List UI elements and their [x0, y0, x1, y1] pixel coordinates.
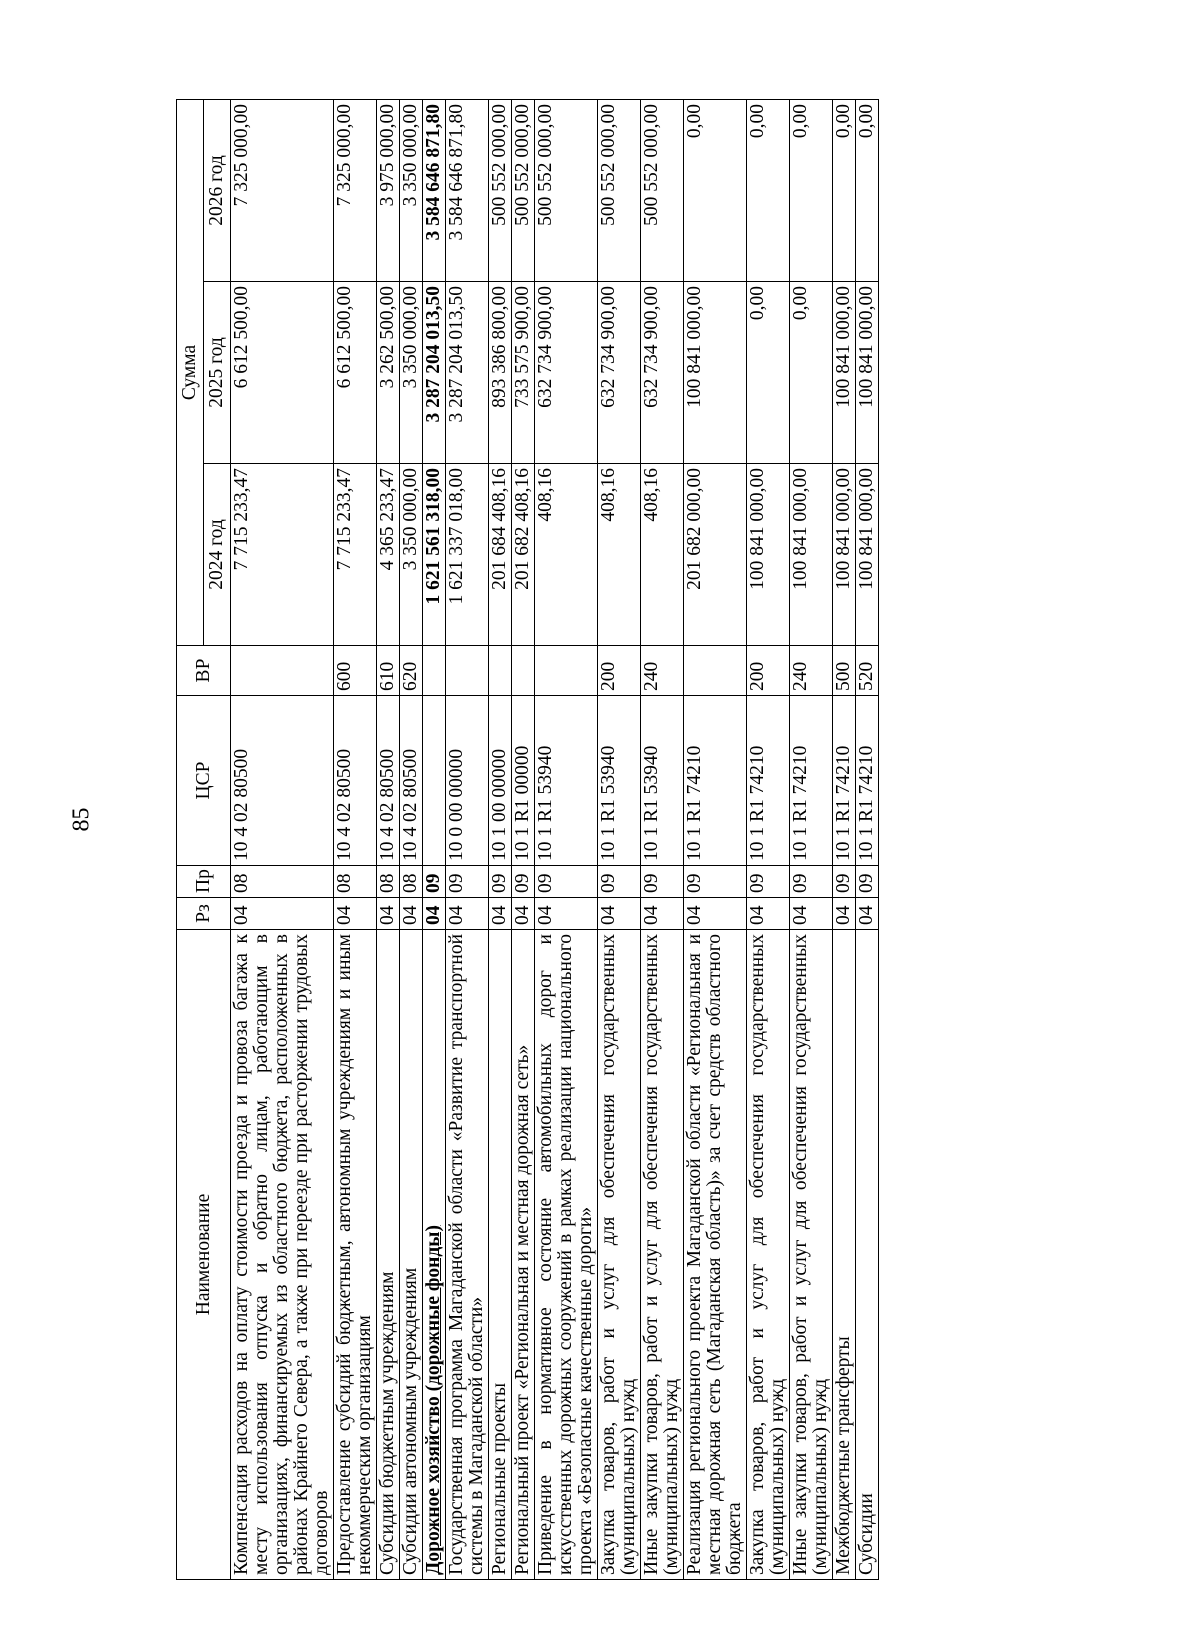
- cell-vr: [231, 646, 334, 696]
- cell-y2026: 3 350 000,00: [400, 100, 423, 282]
- cell-csr: 10 4 02 80500: [377, 696, 400, 866]
- cell-rz: 04: [833, 898, 856, 930]
- cell-y2024: 408,16: [535, 464, 598, 646]
- cell-y2026: 500 552 000,00: [598, 100, 641, 282]
- cell-y2025: 733 575 900,00: [512, 282, 535, 464]
- cell-csr: 10 1 R1 53940: [535, 696, 598, 866]
- cell-y2025: 6 612 500,00: [334, 282, 377, 464]
- cell-name: Региональные проекты: [489, 930, 512, 1580]
- table-body: [231, 100, 879, 1580]
- cell-vr: [446, 646, 489, 696]
- cell-vr: [423, 646, 446, 696]
- cell-y2025: 100 841 000,00: [856, 282, 879, 464]
- table-row: [833, 100, 856, 1580]
- cell-y2024: 100 841 000,00: [833, 464, 856, 646]
- cell-pr: 09: [856, 866, 879, 898]
- table-row: [684, 100, 747, 1580]
- cell-rz: 04: [334, 898, 377, 930]
- cell-csr: 10 1 R1 74210: [856, 696, 879, 866]
- table-row: [512, 100, 535, 1580]
- rotated-table-container: [176, 100, 1176, 1580]
- cell-csr: 10 1 R1 74210: [747, 696, 790, 866]
- cell-y2024: 3 350 000,00: [400, 464, 423, 646]
- table-row: [747, 100, 790, 1580]
- cell-y2026: 500 552 000,00: [535, 100, 598, 282]
- page-number: 85: [68, 807, 95, 832]
- header-csr: ЦСР: [177, 696, 231, 866]
- cell-rz: 04: [747, 898, 790, 930]
- cell-name: Предоставление субсидий бюджетным, автономным учреждениям и иным некоммерческим организациям: [334, 930, 377, 1580]
- header-rz: Рз: [177, 898, 231, 930]
- header-pr: Пр: [177, 866, 231, 898]
- cell-rz: 04: [423, 898, 446, 930]
- cell-rz: 04: [377, 898, 400, 930]
- header-2026: 2026 год: [204, 100, 231, 282]
- cell-pr: 09: [684, 866, 747, 898]
- cell-y2024: 100 841 000,00: [790, 464, 833, 646]
- cell-y2026: 500 552 000,00: [489, 100, 512, 282]
- cell-pr: 08: [400, 866, 423, 898]
- cell-csr: 10 1 R1 74210: [833, 696, 856, 866]
- cell-y2024: 201 682 408,16: [512, 464, 535, 646]
- cell-csr: 10 1 00 00000: [489, 696, 512, 866]
- cell-y2024: 100 841 000,00: [856, 464, 879, 646]
- cell-y2026: 0,00: [856, 100, 879, 282]
- cell-rz: 04: [489, 898, 512, 930]
- cell-y2024: 1 621 561 318,00: [423, 464, 446, 646]
- cell-y2025: 632 734 900,00: [535, 282, 598, 464]
- cell-y2026: 7 325 000,00: [334, 100, 377, 282]
- cell-rz: 04: [446, 898, 489, 930]
- table-row: [641, 100, 684, 1580]
- cell-y2026: 0,00: [790, 100, 833, 282]
- cell-pr: 09: [446, 866, 489, 898]
- cell-csr: 10 0 00 00000: [446, 696, 489, 866]
- cell-rz: 04: [598, 898, 641, 930]
- cell-y2025: 893 386 800,00: [489, 282, 512, 464]
- cell-pr: 09: [489, 866, 512, 898]
- cell-pr: 09: [512, 866, 535, 898]
- cell-csr: 10 4 02 80500: [400, 696, 423, 866]
- cell-y2025: 0,00: [790, 282, 833, 464]
- cell-pr: 08: [231, 866, 334, 898]
- table-row: [489, 100, 512, 1580]
- cell-vr: [489, 646, 512, 696]
- cell-vr: 610: [377, 646, 400, 696]
- cell-vr: [512, 646, 535, 696]
- cell-y2024: 201 684 408,16: [489, 464, 512, 646]
- cell-csr: 10 4 02 80500: [231, 696, 334, 866]
- cell-y2026: 3 975 000,00: [377, 100, 400, 282]
- cell-pr: 09: [535, 866, 598, 898]
- cell-name: Государственная программа Магаданской области «Развитие транспортной системы в Магаданской области»: [446, 930, 489, 1580]
- cell-csr: 10 1 R1 00000: [512, 696, 535, 866]
- cell-pr: 09: [833, 866, 856, 898]
- cell-y2024: 4 365 233,47: [377, 464, 400, 646]
- cell-vr: 240: [641, 646, 684, 696]
- header-vr: ВР: [177, 646, 231, 696]
- cell-vr: 500: [833, 646, 856, 696]
- budget-table: [176, 99, 879, 1580]
- cell-y2025: 632 734 900,00: [598, 282, 641, 464]
- cell-name: Иные закупки товаров, работ и услуг для обеспечения государственных (муниципальных) нужд: [641, 930, 684, 1580]
- cell-y2025: 3 262 500,00: [377, 282, 400, 464]
- cell-csr: 10 1 R1 74210: [790, 696, 833, 866]
- cell-y2024: 408,16: [598, 464, 641, 646]
- table-row: [446, 100, 489, 1580]
- table-row: [535, 100, 598, 1580]
- cell-y2024: 7 715 233,47: [334, 464, 377, 646]
- table-row: [400, 100, 423, 1580]
- cell-vr: 200: [598, 646, 641, 696]
- cell-name: Субсидии: [856, 930, 879, 1580]
- cell-vr: 200: [747, 646, 790, 696]
- cell-csr: 10 1 R1 53940: [598, 696, 641, 866]
- cell-vr: 520: [856, 646, 879, 696]
- cell-y2024: 100 841 000,00: [747, 464, 790, 646]
- cell-pr: 09: [641, 866, 684, 898]
- cell-y2025: 0,00: [747, 282, 790, 464]
- cell-pr: 09: [747, 866, 790, 898]
- cell-rz: 04: [684, 898, 747, 930]
- cell-y2025: 3 287 204 013,50: [423, 282, 446, 464]
- cell-rz: 04: [400, 898, 423, 930]
- cell-rz: 04: [641, 898, 684, 930]
- cell-y2025: 6 612 500,00: [231, 282, 334, 464]
- cell-pr: 08: [334, 866, 377, 898]
- cell-name: Закупка товаров, работ и услуг для обеспечения государственных (муниципальных) нужд: [747, 930, 790, 1580]
- cell-rz: 04: [512, 898, 535, 930]
- cell-y2025: 632 734 900,00: [641, 282, 684, 464]
- header-name: Наименование: [177, 930, 231, 1580]
- cell-y2025: 3 287 204 013,50: [446, 282, 489, 464]
- cell-y2026: 500 552 000,00: [641, 100, 684, 282]
- cell-rz: 04: [790, 898, 833, 930]
- cell-vr: [684, 646, 747, 696]
- cell-rz: 04: [856, 898, 879, 930]
- cell-y2026: 3 584 646 871,80: [446, 100, 489, 282]
- cell-vr: 240: [790, 646, 833, 696]
- table-row: [334, 100, 377, 1580]
- cell-csr: 10 1 R1 74210: [684, 696, 747, 866]
- header-2024: 2024 год: [204, 464, 231, 646]
- cell-name: Реализация регионального проекта Магаданской области «Региональная и местная дорожная сеть (Магаданская область)» за счет средств областного бюджета: [684, 930, 747, 1580]
- cell-csr: 10 1 R1 53940: [641, 696, 684, 866]
- cell-vr: 620: [400, 646, 423, 696]
- cell-y2025: 100 841 000,00: [833, 282, 856, 464]
- cell-y2024: 7 715 233,47: [231, 464, 334, 646]
- cell-csr: 10 4 02 80500: [334, 696, 377, 866]
- cell-y2025: 100 841 000,00: [684, 282, 747, 464]
- cell-pr: 09: [790, 866, 833, 898]
- cell-y2026: 0,00: [833, 100, 856, 282]
- cell-name: Субсидии автономным учреждениям: [400, 930, 423, 1580]
- header-2025: 2025 год: [204, 282, 231, 464]
- cell-pr: 09: [423, 866, 446, 898]
- cell-name: Субсидии бюджетным учреждениям: [377, 930, 400, 1580]
- cell-pr: 08: [377, 866, 400, 898]
- cell-name: Региональный проект «Региональная и местная дорожная сеть»: [512, 930, 535, 1580]
- table-row: [856, 100, 879, 1580]
- cell-y2024: 1 621 337 018,00: [446, 464, 489, 646]
- table-row: [231, 100, 334, 1580]
- table-row: [790, 100, 833, 1580]
- cell-name: Межбюджетные трансферты: [833, 930, 856, 1580]
- cell-y2026: 3 584 646 871,80: [423, 100, 446, 282]
- cell-pr: 09: [598, 866, 641, 898]
- table-row: [423, 100, 446, 1580]
- table-header: [177, 100, 231, 1580]
- cell-vr: [535, 646, 598, 696]
- cell-y2026: 0,00: [747, 100, 790, 282]
- cell-y2026: 7 325 000,00: [231, 100, 334, 282]
- table-row: [598, 100, 641, 1580]
- cell-name: Приведение в нормативное состояние автомобильных дорог и искусственных дорожных сооружений в рамках реализации национального проекта «Безопасные качественные дороги»: [535, 930, 598, 1580]
- cell-name: Дорожное хозяйство (дорожные фонды): [423, 930, 446, 1580]
- table-row: [377, 100, 400, 1580]
- cell-y2024: 201 682 000,00: [684, 464, 747, 646]
- cell-csr: [423, 696, 446, 866]
- cell-rz: 04: [535, 898, 598, 930]
- cell-name: Компенсация расходов на оплату стоимости проезда и провоза багажа к месту использования отпуска и обратно лицам, работающим в организациях, финансируемых из областного бюджета, расположенных в районах Крайнего Севера, а также при переезде при расторжении трудовых договоров: [231, 930, 334, 1580]
- cell-name: Закупка товаров, работ и услуг для обеспечения государственных (муниципальных) нужд: [598, 930, 641, 1580]
- cell-y2026: 500 552 000,00: [512, 100, 535, 282]
- cell-y2026: 0,00: [684, 100, 747, 282]
- header-sum: Сумма: [177, 100, 204, 646]
- cell-y2025: 3 350 000,00: [400, 282, 423, 464]
- cell-y2024: 408,16: [641, 464, 684, 646]
- cell-rz: 04: [231, 898, 334, 930]
- cell-vr: 600: [334, 646, 377, 696]
- cell-name: Иные закупки товаров, работ и услуг для обеспечения государственных (муниципальных) нужд: [790, 930, 833, 1580]
